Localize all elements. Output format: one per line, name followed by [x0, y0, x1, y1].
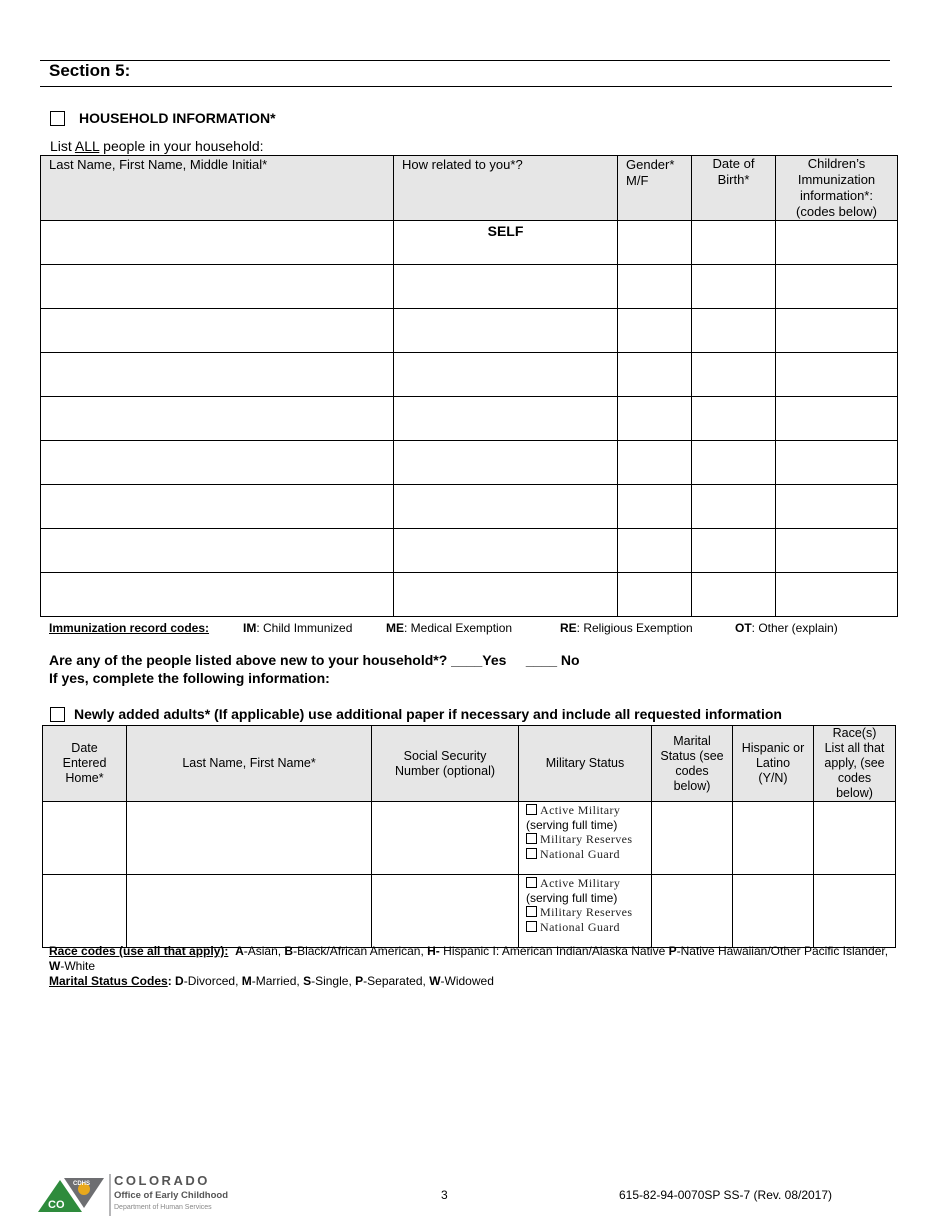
relation-cell[interactable] [394, 309, 618, 353]
col-name-header: Last Name, First Name, Middle Initial* [41, 156, 394, 221]
code-me: ME: Medical Exemption [386, 621, 513, 635]
dob-cell[interactable] [692, 353, 776, 397]
household-header-row [41, 156, 898, 221]
national-guard-checkbox[interactable] [526, 848, 537, 859]
household-row [41, 485, 898, 529]
active-military-note: (serving full time) [526, 890, 618, 905]
gender-cell[interactable] [618, 397, 692, 441]
section-top-rule [40, 60, 890, 61]
national-guard-label: National Guard [540, 919, 620, 934]
relation-cell[interactable] [394, 485, 618, 529]
gender-cell[interactable] [618, 221, 692, 265]
relation-cell[interactable] [394, 441, 618, 485]
immunization-cell[interactable] [776, 573, 898, 617]
logo-cdhs-text: CDHS [73, 1181, 91, 1187]
col-marital-header: Marital Status (see codes below) [652, 726, 733, 802]
gender-cell[interactable] [618, 485, 692, 529]
logo-colorado: COLORADO [114, 1173, 210, 1188]
ssn-cell[interactable] [372, 802, 519, 875]
marital-status-cell[interactable] [652, 875, 733, 948]
self-relation-cell: SELF [394, 221, 618, 265]
household-row [41, 221, 898, 265]
member-name-cell[interactable] [41, 265, 394, 309]
member-name-cell[interactable] [41, 221, 394, 265]
household-row [41, 529, 898, 573]
marital-codes: Marital Status Codes: D-Divorced, M-Married, S-Single, P-Separated, W-Widowed [49, 974, 494, 988]
logo-text [114, 1173, 228, 1211]
list-prefix: List [50, 138, 75, 154]
dob-cell[interactable] [692, 529, 776, 573]
dob-cell[interactable] [692, 397, 776, 441]
new-adults-table [42, 725, 896, 948]
race-codes-label: Race codes (use all that apply): [49, 944, 229, 958]
military-reserves-label: Military Reserves [540, 832, 633, 846]
form-number: 615-82-94-0070SP SS-7 (Rev. 08/2017) [619, 1188, 833, 1202]
race-cell[interactable] [814, 802, 896, 875]
adult-name-cell[interactable] [127, 802, 372, 875]
marital-codes-label: Marital Status Codes [49, 974, 168, 988]
code-im: IM: Child Immunized [243, 621, 353, 635]
gender-cell[interactable] [618, 353, 692, 397]
col-hispanic-header: Hispanic or Latino (Y/N) [733, 726, 814, 802]
household-row [41, 573, 898, 617]
new-adult-row [43, 875, 896, 948]
new-adults-title: Newly added adults* (If applicable) use additional paper if necessary and include all requested information [74, 706, 782, 722]
immunization-cell[interactable] [776, 221, 898, 265]
dob-cell[interactable] [692, 485, 776, 529]
new-adults-checkbox[interactable] [50, 707, 65, 722]
dob-cell[interactable] [692, 265, 776, 309]
date-entered-cell[interactable] [43, 802, 127, 875]
new-adults-header-row [43, 726, 896, 802]
immunization-codes-label: Immunization record codes: [49, 621, 210, 635]
immunization-cell[interactable] [776, 529, 898, 573]
member-name-cell[interactable] [41, 353, 394, 397]
active-military-checkbox[interactable] [526, 877, 537, 888]
household-table [40, 155, 898, 617]
relation-cell[interactable] [394, 265, 618, 309]
col-race-header: Race(s) List all that apply, (see codes below) [814, 726, 896, 802]
immunization-cell[interactable] [776, 265, 898, 309]
gender-cell[interactable] [618, 265, 692, 309]
household-row [41, 397, 898, 441]
logo-department: Department of Human Services [114, 1204, 212, 1211]
national-guard-label: National Guard [540, 846, 620, 861]
col-gender-header: Gender* M/F [618, 156, 692, 221]
adult-name-cell[interactable] [127, 875, 372, 948]
household-checkbox[interactable] [50, 111, 65, 126]
dob-cell[interactable] [692, 441, 776, 485]
immunization-cell[interactable] [776, 397, 898, 441]
immunization-cell[interactable] [776, 353, 898, 397]
hispanic-cell[interactable] [733, 875, 814, 948]
member-name-cell[interactable] [41, 485, 394, 529]
col-ssn-header: Social Security Number (optional) [372, 726, 519, 802]
national-guard-checkbox[interactable] [526, 921, 537, 932]
dob-cell[interactable] [692, 309, 776, 353]
relation-cell[interactable] [394, 529, 618, 573]
new-household-instruction: If yes, complete the following information: [49, 670, 330, 686]
relation-cell[interactable] [394, 573, 618, 617]
dob-cell[interactable] [692, 573, 776, 617]
relation-cell[interactable] [394, 397, 618, 441]
col-dob-header: Date of Birth* [692, 156, 776, 221]
new-household-question: Are any of the people listed above new to your household*? ____Yes ____ No [49, 652, 580, 668]
col-adult-name-header: Last Name, First Name* [127, 726, 372, 802]
list-all-emphasis: ALL [74, 138, 100, 154]
gender-cell[interactable] [618, 573, 692, 617]
active-military-checkbox[interactable] [526, 804, 537, 815]
col-military-header: Military Status [519, 726, 652, 802]
military-reserves-label: Military Reserves [540, 905, 633, 919]
household-row [41, 265, 898, 309]
household-row [41, 309, 898, 353]
member-name-cell[interactable] [41, 309, 394, 353]
gender-cell[interactable] [618, 309, 692, 353]
col-immunization-header: Children’s Immunization information*: (codes below) [776, 156, 898, 221]
household-title: HOUSEHOLD INFORMATION* [79, 110, 276, 126]
page-number: 3 [441, 1188, 448, 1202]
member-name-cell[interactable] [41, 441, 394, 485]
immunization-cell[interactable] [776, 309, 898, 353]
col-date-entered-header: Date Entered Home* [43, 726, 127, 802]
military-reserves-checkbox[interactable] [526, 906, 537, 917]
logo-office: Office of Early Childhood [114, 1190, 229, 1201]
immunization-cell[interactable] [776, 485, 898, 529]
new-adult-row [43, 802, 896, 875]
race-cell[interactable] [814, 875, 896, 948]
gender-cell[interactable] [618, 441, 692, 485]
date-entered-cell[interactable] [43, 875, 127, 948]
household-row [41, 441, 898, 485]
household-heading [50, 110, 276, 126]
section-title: Section 5: [49, 61, 131, 80]
relation-cell[interactable] [394, 353, 618, 397]
immunization-cell[interactable] [776, 441, 898, 485]
ssn-cell[interactable] [372, 875, 519, 948]
gender-cell[interactable] [618, 529, 692, 573]
military-status-cell [519, 802, 652, 875]
list-suffix: people in your household: [99, 138, 264, 154]
new-adults-heading [50, 706, 782, 722]
active-military-note: (serving full time) [526, 817, 618, 832]
member-name-cell[interactable] [41, 529, 394, 573]
household-instruction [50, 138, 264, 154]
marital-status-cell[interactable] [652, 802, 733, 875]
section-bottom-rule [40, 86, 892, 87]
dob-cell[interactable] [692, 221, 776, 265]
code-re: RE: Religious Exemption [560, 621, 693, 635]
race-codes: Race codes (use all that apply): A-Asian, B-Black/African American, H- Hispanic I: American Indian/Alaska Native P-Native Hawaiian/Other Pacific Islander, W-White [49, 944, 889, 973]
active-military-label: Active Military [540, 803, 621, 817]
code-ot: OT: Other (explain) [735, 621, 838, 635]
military-status-cell [519, 875, 652, 948]
logo-co-text: CO [48, 1199, 65, 1211]
col-relation-header: How related to you*? [394, 156, 618, 221]
hispanic-cell[interactable] [733, 802, 814, 875]
member-name-cell[interactable] [41, 573, 394, 617]
member-name-cell[interactable] [41, 397, 394, 441]
active-military-label: Active Military [540, 876, 621, 890]
household-row [41, 353, 898, 397]
military-reserves-checkbox[interactable] [526, 833, 537, 844]
